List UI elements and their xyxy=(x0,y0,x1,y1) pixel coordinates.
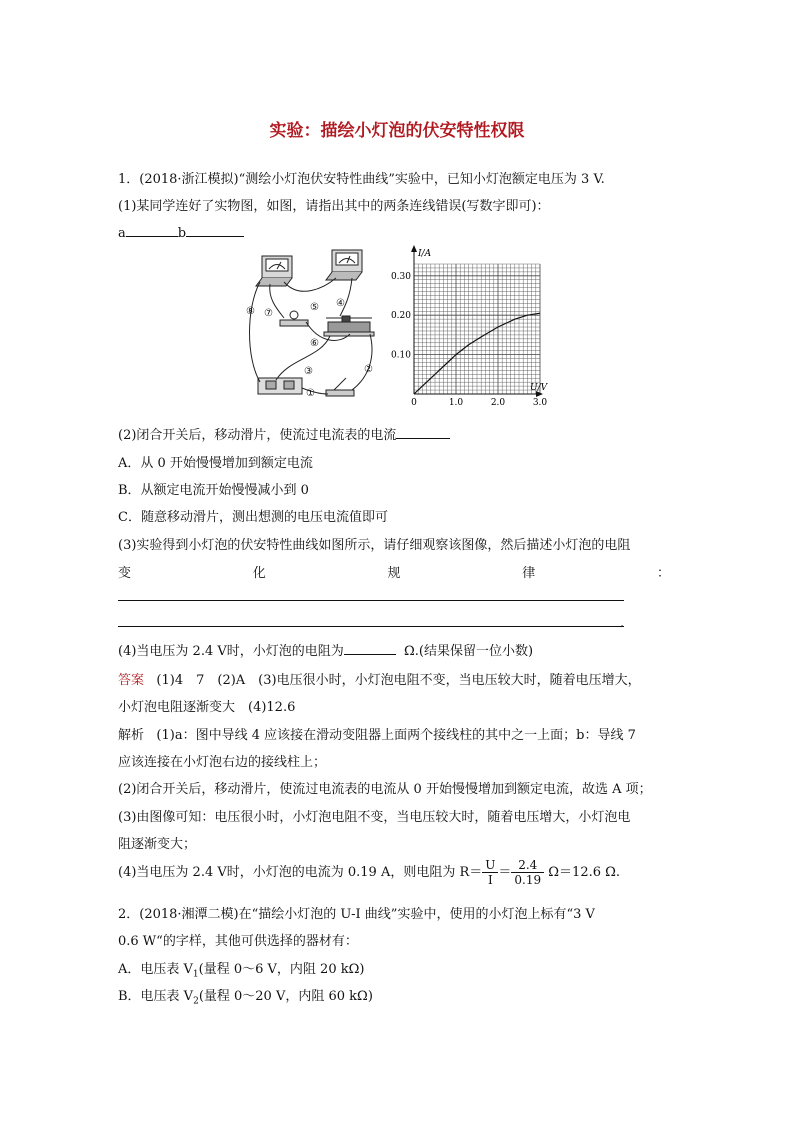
blank-b[interactable] xyxy=(186,224,244,237)
switch-icon xyxy=(326,378,354,396)
q1-option-c: C．随意移动滑片，测出想测的电压电流值即可 xyxy=(118,510,388,525)
q2-option-a-sub: 1 xyxy=(192,969,199,980)
circuit-diagram xyxy=(240,248,388,408)
rheostat-icon xyxy=(324,316,374,336)
q1-part4-unit: Ω.(结果保留一位小数) xyxy=(404,644,534,659)
wire-label-1: ① xyxy=(306,388,315,399)
q1-part2 xyxy=(118,424,450,443)
part4-blank[interactable] xyxy=(344,642,396,655)
wire-label-2: ② xyxy=(364,364,373,375)
battery-icon xyxy=(258,378,302,394)
analysis-row-1 xyxy=(118,724,636,743)
q1-part2-text: (2)闭合开关后，移动滑片，使流过电流表的电流 xyxy=(118,428,397,443)
spread-word: 律 xyxy=(522,566,536,581)
wire-label-4: ④ xyxy=(336,298,345,309)
q1-part4 xyxy=(118,640,533,659)
q2-option-b-text: B．电压表 V xyxy=(118,989,194,1004)
wire-label-3: ③ xyxy=(304,366,313,377)
equals-sign: ＝ xyxy=(498,865,512,880)
analysis-row-5: 阻逐渐变大； xyxy=(118,837,197,852)
q2-option-a-spec: (量程 0～6 V，内阻 20 kΩ) xyxy=(198,962,365,977)
frac2-num: 2.4 xyxy=(511,858,544,873)
y-axis-arrow xyxy=(411,245,417,252)
analysis-row-6 xyxy=(118,858,620,887)
q2-stem-1: 2．(2018·湘潭二模)在“描绘小灯泡的 U-I 曲线”实验中，使用的小灯泡上标有“3 V xyxy=(118,907,595,922)
line-end-period: . xyxy=(620,616,625,631)
answer-text-1: (1)4 7 (2)A (3)电压很小时，小灯泡电阻不变，当电压较大时，随着电压增大， xyxy=(156,673,641,688)
q2-stem-2: 0.6 W“的字样，其他可供选择的器材有： xyxy=(118,934,358,949)
q2-option-a xyxy=(118,958,364,980)
wire-label-5: ⑤ xyxy=(310,302,319,313)
y-tick-label: 0.20 xyxy=(390,311,411,322)
q1-blanks xyxy=(118,224,244,241)
wire-label-6: ⑥ xyxy=(310,338,319,349)
y-tick-label: 0.30 xyxy=(390,271,411,282)
analysis-text-6: (4)当电压为 2.4 V时，小灯泡的电流为 0.19 A，则电阻为 R＝ xyxy=(118,865,483,880)
q1-option-b: B．从额定电流开始慢慢减小到 0 xyxy=(118,483,309,498)
q1-option-a: A．从 0 开始慢慢增加到额定电流 xyxy=(118,456,313,471)
blank-a[interactable] xyxy=(126,224,178,237)
x-tick-label: 0 xyxy=(411,398,417,408)
voltmeter-icon xyxy=(256,256,292,286)
page-title: 实验：描绘小灯泡的伏安特性权限 xyxy=(269,121,525,141)
x-tick-label: 3.0 xyxy=(532,398,548,408)
q1-part3-spread xyxy=(118,562,670,581)
iu-chart xyxy=(390,244,550,414)
spread-word: 变 xyxy=(118,566,132,581)
wire-label-7: ⑦ xyxy=(264,308,273,319)
answer-row-1 xyxy=(118,669,641,688)
analysis-label: 解析 xyxy=(118,728,145,743)
frac2-den: 0.19 xyxy=(514,873,542,887)
analysis-result: Ω＝12.6 Ω. xyxy=(548,865,621,880)
q1-stem: 1．(2018·浙江模拟)“测绘小灯泡伏安特性曲线”实验中，已知小灯泡额定电压为 3 V. xyxy=(118,172,605,187)
y-tick-label: 0.10 xyxy=(390,350,411,361)
wire-label-8: ⑧ xyxy=(246,306,255,317)
answer-row-2: 小灯泡电阻逐渐变大 (4)12.6 xyxy=(118,700,296,715)
fraction-u-over-i xyxy=(482,858,498,887)
part2-blank[interactable] xyxy=(396,426,450,439)
spread-word: 规 xyxy=(387,566,401,581)
analysis-row-4: (3)由图像可知：电压很小时，小灯泡电阻不变，当电压较大时，随着电压增大，小灯泡电 xyxy=(118,810,631,825)
spread-word: ： xyxy=(656,566,670,581)
x-axis-label: U/V xyxy=(530,383,548,393)
frac1-den: I xyxy=(487,873,493,887)
q2-option-b-spec: (量程 0～20 V，内阻 60 kΩ) xyxy=(198,989,373,1004)
y-axis-label: I/A xyxy=(418,249,432,259)
ammeter-icon xyxy=(326,250,362,280)
analysis-row-2: 应该连接在小灯泡右边的接线柱上； xyxy=(118,755,327,770)
q2-option-b-sub: 2 xyxy=(193,996,199,1007)
x-tick-label: 1.0 xyxy=(448,398,464,408)
analysis-text-1: (1)a：图中导线 4 应该接在滑动变阻器上面两个接线柱的其中之一上面；b：导线 7 xyxy=(156,728,636,743)
blank-a-label: a xyxy=(118,226,126,241)
q1-part1: (1)某同学连好了实物图，如图，请指出其中的两条连线错误(写数字即可)： xyxy=(118,199,550,214)
x-tick-label: 2.0 xyxy=(490,398,506,408)
blank-b-label: b xyxy=(177,226,187,241)
spread-word: 化 xyxy=(252,566,266,581)
q1-part3: (3)实验得到小灯泡的伏安特性曲线如图所示，请仔细观察该图像，然后描述小灯泡的电阻 xyxy=(118,538,631,553)
answer-line-2[interactable] xyxy=(118,626,624,627)
q1-part4-text: (4)当电压为 2.4 V时，小灯泡的电阻为 xyxy=(118,644,344,659)
analysis-row-3: (2)闭合开关后，移动滑片，使流过电流表的电流从 0 开始慢慢增加到额定电流，故选 A 项； xyxy=(118,782,652,797)
bulb-icon xyxy=(280,311,308,326)
q2-option-b xyxy=(118,985,373,1007)
answer-line-1[interactable] xyxy=(118,600,624,601)
q2-option-a-text: A．电压表 V xyxy=(118,962,193,977)
frac1-num: U xyxy=(482,858,498,873)
answer-label: 答案 xyxy=(118,673,145,688)
fraction-values xyxy=(511,858,544,887)
